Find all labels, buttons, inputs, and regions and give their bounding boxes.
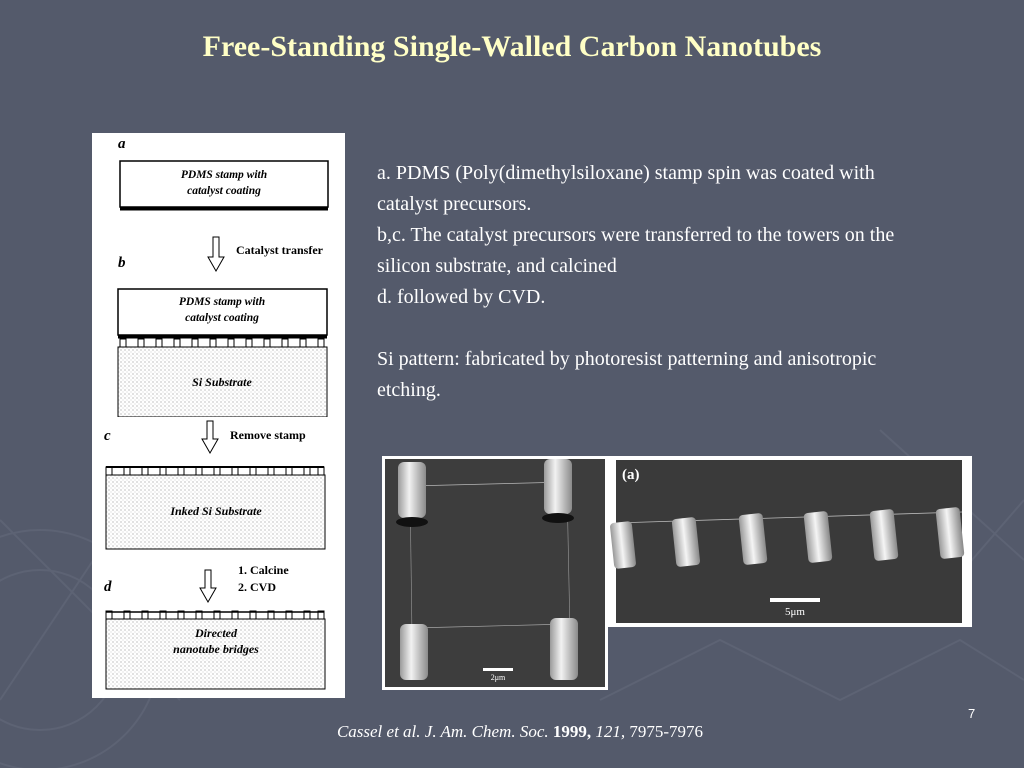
stamp-a bbox=[120, 161, 328, 207]
citation-pages: 7975-7976 bbox=[625, 722, 704, 741]
citation bbox=[0, 722, 1024, 742]
label-d: d bbox=[104, 579, 112, 595]
directed-label-line1: Directed bbox=[195, 626, 237, 640]
step-cvd: 2. CVD bbox=[238, 580, 276, 594]
citation-year: 1999, bbox=[552, 722, 592, 741]
arrow-down-icon bbox=[200, 570, 216, 602]
step-calcine: 1. Calcine bbox=[238, 563, 289, 577]
body-paragraph-a: a. PDMS (Poly(dimethylsiloxane) stamp spin was coated with catalyst precursors. bbox=[377, 162, 875, 215]
scale-bar-left bbox=[483, 668, 513, 671]
slide-title: Free-Standing Single-Walled Carbon Nanotubes bbox=[202, 30, 822, 63]
remove-stamp-label: Remove stamp bbox=[230, 428, 306, 442]
body-paragraph-si: Si pattern: fabricated by photoresist patterning and anisotropic etching. bbox=[377, 348, 877, 401]
inked-substrate-label: Inked Si Substrate bbox=[170, 504, 262, 518]
slide-number: 7 bbox=[968, 706, 976, 721]
si-substrate-label: Si Substrate bbox=[192, 375, 252, 389]
body-paragraph-d: d. followed by CVD. bbox=[377, 286, 546, 308]
body-paragraph-bc: b,c. The catalyst precursors were transferred to the towers on the silicon substrate, and calcined bbox=[377, 224, 895, 277]
sem-image-row bbox=[606, 456, 972, 627]
directed-label-line2: nanotube bridges bbox=[173, 642, 259, 656]
body-text bbox=[377, 158, 917, 406]
citation-volume: 121, bbox=[591, 722, 626, 741]
stamp-b-line2: catalyst coating bbox=[185, 312, 259, 324]
stamp-b-line1: PDMS stamp with bbox=[178, 296, 266, 308]
label-a: a bbox=[118, 136, 126, 152]
citation-authors: Cassel et al. J. Am. Chem. Soc. bbox=[336, 722, 553, 741]
stamp-a-line1: PDMS stamp with bbox=[180, 169, 268, 181]
sem-image-grid bbox=[382, 456, 608, 690]
scale-label-right: 5μm bbox=[785, 606, 805, 618]
label-b: b bbox=[118, 255, 126, 271]
label-c: c bbox=[104, 428, 111, 444]
catalyst-transfer-label: Catalyst transfer bbox=[236, 243, 323, 257]
panel-label-a: (a) bbox=[622, 467, 640, 483]
scale-label-left: 2μm bbox=[490, 673, 506, 682]
process-diagram bbox=[92, 133, 345, 698]
scale-bar-right bbox=[770, 598, 820, 602]
stamp-a-line2: catalyst coating bbox=[187, 185, 261, 197]
arrow-down-icon bbox=[208, 237, 224, 271]
